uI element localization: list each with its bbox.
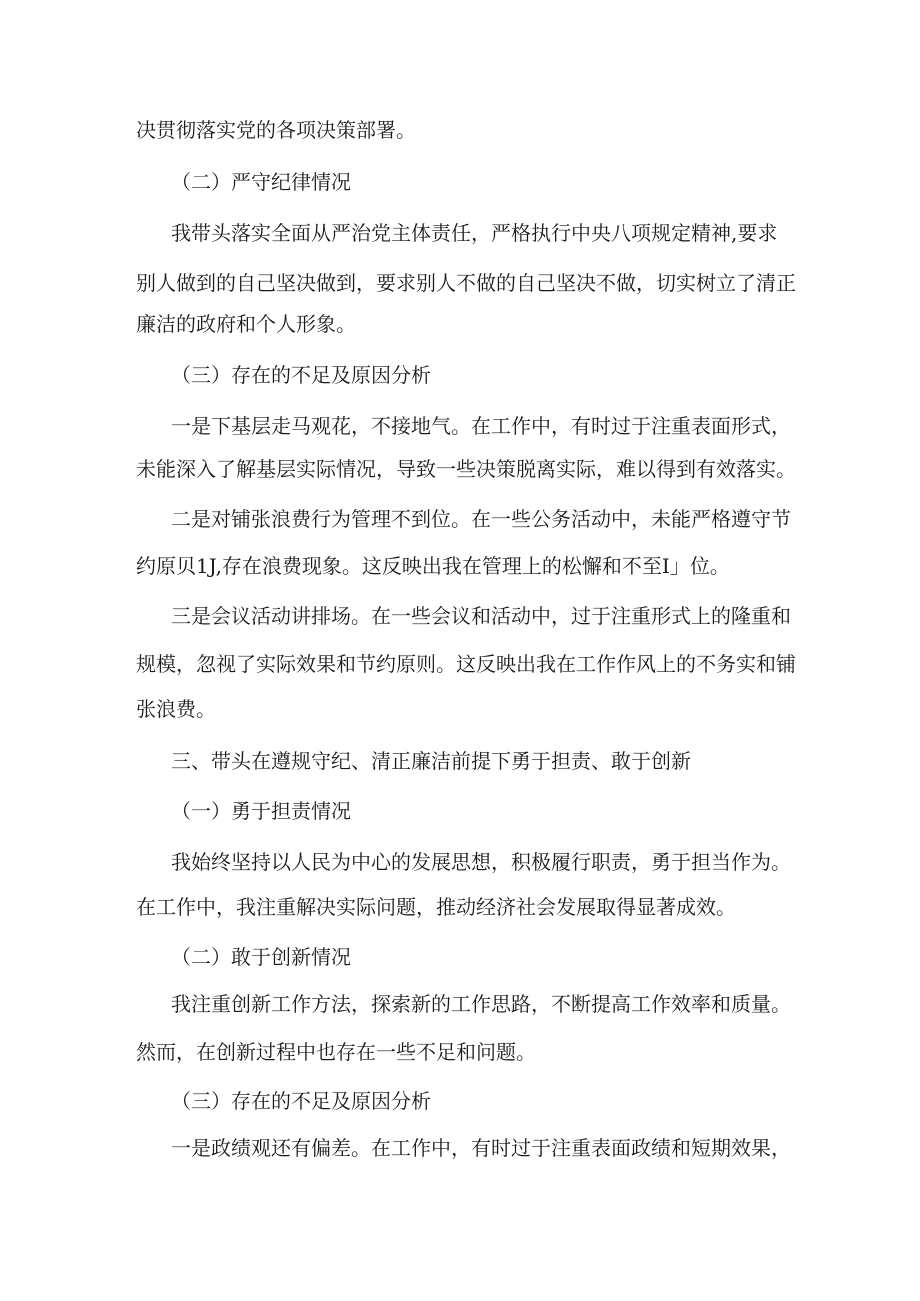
section-heading: （二）敢于创新情况: [171, 945, 351, 969]
paragraph-line: 决贯彻落实党的各项决策部署。: [136, 118, 416, 142]
paragraph-line: 一是下基层走马观花，不接地气。在工作中，有时过于注重表面形式，: [171, 414, 791, 438]
paragraph-line: 三是会议活动讲排场。在一些会议和活动中，过于注重形式上的隆重和: [171, 604, 791, 628]
paragraph-line: 然而，在创新过程中也存在一些不足和问题。: [136, 1040, 536, 1064]
paragraph-line: 张浪费。: [136, 697, 216, 721]
section-heading: （三）存在的不足及原因分析: [171, 1089, 431, 1113]
section-heading: （一）勇于担责情况: [171, 799, 351, 823]
section-heading: 三、带头在遵规守纪、清正廉洁前提下勇于担责、敢于创新: [171, 749, 691, 773]
section-heading: （二）严守纪律情况: [171, 170, 351, 194]
paragraph-line: 一是政绩观还有偏差。在工作中，有时过于注重表面政绩和短期效果，: [171, 1136, 791, 1160]
paragraph-line: 在工作中，我注重解决实际问题，推动经济社会发展取得显著成效。: [136, 895, 736, 919]
paragraph-line: 我注重创新工作方法，探索新的工作思路，不断提高工作效率和质量。: [171, 992, 791, 1016]
paragraph-line: 我始终坚持以人民为中心的发展思想，积极履行职责，勇于担当作为。: [171, 850, 791, 874]
paragraph-line: 别人做到的自己坚决做到，要求别人不做的自己坚决不做，切实树立了清正: [136, 271, 796, 295]
paragraph-line: 未能深入了解基层实际情况，导致一些决策脱离实际，难以得到有效落实。: [136, 457, 796, 481]
paragraph-line: 廉洁的政府和个人形象。: [136, 312, 356, 336]
paragraph-line: 规模，忽视了实际效果和节约原则。这反映出我在工作作风上的不务实和铺: [136, 652, 796, 676]
paragraph-line: 二是对铺张浪费行为管理不到位。在一些公务活动中，未能严格遵守节: [171, 507, 791, 531]
paragraph-line: 我带头落实全面从严治党主体责任，严格执行中央八项规定精神,要求: [171, 221, 778, 245]
paragraph-line: 约原贝1J,存在浪费现象。这反映出我在管理上的松懈和不至I」位。: [136, 554, 730, 578]
section-heading: （三）存在的不足及原因分析: [171, 363, 431, 387]
